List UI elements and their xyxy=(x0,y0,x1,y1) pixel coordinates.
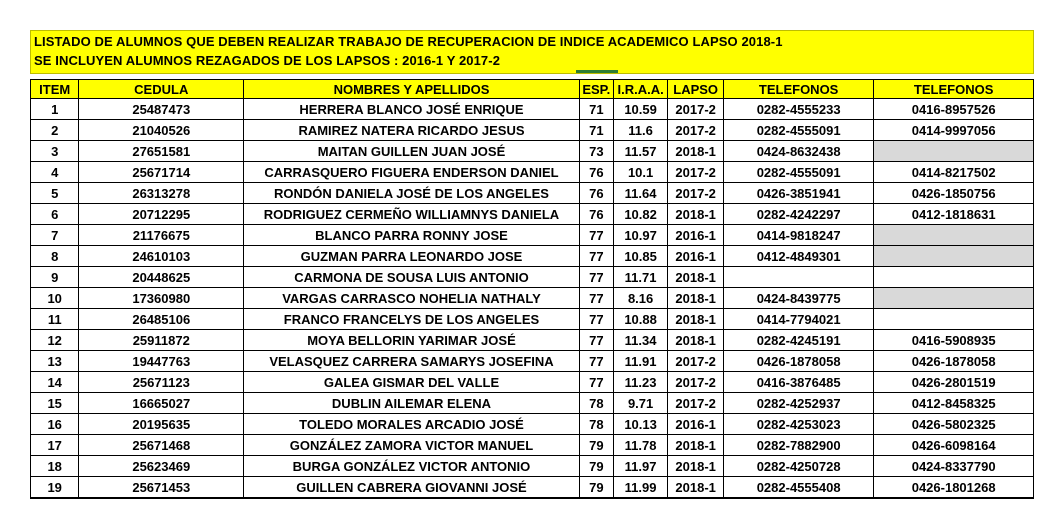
table-row xyxy=(31,120,1034,141)
cell-item[interactable]: 6 xyxy=(31,204,79,225)
cell-telefono-1[interactable]: 0424-8632438 xyxy=(723,141,873,162)
cell-iraa[interactable]: 11.57 xyxy=(613,141,668,162)
cell-item[interactable]: 16 xyxy=(31,414,79,435)
cell-telefono-1[interactable]: 0282-4253023 xyxy=(723,414,873,435)
cell-lapso[interactable]: 2018-1 xyxy=(668,330,724,351)
cell-esp[interactable]: 71 xyxy=(579,120,613,141)
cell-esp[interactable]: 73 xyxy=(579,141,613,162)
cell-item[interactable]: 9 xyxy=(31,267,79,288)
cell-cedula[interactable]: 25671123 xyxy=(79,372,244,393)
cell-esp[interactable]: 79 xyxy=(579,435,613,456)
cell-telefono-2[interactable]: 0426-1801268 xyxy=(874,477,1034,499)
title-line-2: SE INCLUYEN ALUMNOS REZAGADOS DE LOS LAPSOS : 2016-1 Y 2017-2 xyxy=(34,53,501,68)
cell-telefono-1[interactable]: 0282-4252937 xyxy=(723,393,873,414)
cell-iraa[interactable]: 11.97 xyxy=(613,456,668,477)
cell-cedula[interactable]: 16665027 xyxy=(79,393,244,414)
col-header-item: ITEM xyxy=(31,80,79,99)
cell-esp[interactable]: 77 xyxy=(579,246,613,267)
cell-item[interactable]: 13 xyxy=(31,351,79,372)
cell-item[interactable]: 7 xyxy=(31,225,79,246)
cell-cedula[interactable]: 20195635 xyxy=(79,414,244,435)
cell-nombre[interactable]: FRANCO FRANCELYS DE LOS ANGELES xyxy=(244,309,580,330)
cell-iraa[interactable]: 11.34 xyxy=(613,330,668,351)
cell-nombre[interactable]: BLANCO PARRA RONNY JOSE xyxy=(244,225,580,246)
table-row xyxy=(31,141,1034,162)
cell-telefono-1[interactable]: 0282-4555408 xyxy=(723,477,873,499)
cell-lapso[interactable]: 2017-2 xyxy=(668,393,724,414)
cell-cedula[interactable]: 25671468 xyxy=(79,435,244,456)
cell-telefono-1[interactable]: 0424-8439775 xyxy=(723,288,873,309)
cell-nombre[interactable]: GALEA GISMAR DEL VALLE xyxy=(244,372,580,393)
cell-telefono-1[interactable]: 0282-4555091 xyxy=(723,120,873,141)
cell-iraa[interactable]: 11.64 xyxy=(613,183,668,204)
cell-telefono-2[interactable] xyxy=(874,141,1034,162)
table-row xyxy=(31,393,1034,414)
cell-telefono-2[interactable] xyxy=(874,288,1034,309)
cell-item[interactable]: 12 xyxy=(31,330,79,351)
table-row xyxy=(31,456,1034,477)
cell-iraa[interactable]: 10.97 xyxy=(613,225,668,246)
cell-iraa[interactable]: 10.1 xyxy=(613,162,668,183)
cell-item[interactable]: 18 xyxy=(31,456,79,477)
cell-nombre[interactable]: BURGA GONZÁLEZ VICTOR ANTONIO xyxy=(244,456,580,477)
table-row xyxy=(31,246,1034,267)
cell-cedula[interactable]: 20448625 xyxy=(79,267,244,288)
cell-telefono-2[interactable]: 0426-1878058 xyxy=(874,351,1034,372)
cell-telefono-1[interactable]: 0412-4849301 xyxy=(723,246,873,267)
cell-nombre[interactable]: DUBLIN AILEMAR ELENA xyxy=(244,393,580,414)
cell-esp[interactable]: 76 xyxy=(579,183,613,204)
col-header-iraa: I.R.A.A. xyxy=(613,80,668,99)
cell-telefono-2[interactable]: 0416-8957526 xyxy=(874,99,1034,120)
cell-lapso[interactable]: 2018-1 xyxy=(668,267,724,288)
cell-cedula[interactable]: 25671714 xyxy=(79,162,244,183)
cell-esp[interactable]: 78 xyxy=(579,393,613,414)
cell-telefono-1[interactable] xyxy=(723,267,873,288)
cell-iraa[interactable]: 11.99 xyxy=(613,477,668,499)
cell-cedula[interactable]: 24610103 xyxy=(79,246,244,267)
cell-telefono-2[interactable] xyxy=(874,225,1034,246)
table-row xyxy=(31,204,1034,225)
col-header-telefonos-1: TELEFONOS xyxy=(723,80,873,99)
cell-telefono-2[interactable]: 0416-5908935 xyxy=(874,330,1034,351)
cell-item[interactable]: 14 xyxy=(31,372,79,393)
table-row xyxy=(31,267,1034,288)
cell-lapso[interactable]: 2016-1 xyxy=(668,246,724,267)
table-row xyxy=(31,372,1034,393)
cell-iraa[interactable]: 10.82 xyxy=(613,204,668,225)
cell-lapso[interactable]: 2017-2 xyxy=(668,162,724,183)
cell-iraa[interactable]: 8.16 xyxy=(613,288,668,309)
cell-cedula[interactable]: 25911872 xyxy=(79,330,244,351)
cell-cedula[interactable]: 25623469 xyxy=(79,456,244,477)
cell-iraa[interactable]: 11.71 xyxy=(613,267,668,288)
cell-nombre[interactable]: RONDÓN DANIELA JOSÉ DE LOS ANGELES xyxy=(244,183,580,204)
cell-cedula[interactable]: 25487473 xyxy=(79,99,244,120)
cell-item[interactable]: 19 xyxy=(31,477,79,499)
cell-cedula[interactable]: 27651581 xyxy=(79,141,244,162)
cell-telefono-1[interactable]: 0414-9818247 xyxy=(723,225,873,246)
cell-esp[interactable]: 78 xyxy=(579,414,613,435)
cell-telefono-2[interactable] xyxy=(874,309,1034,330)
cell-selection-marker xyxy=(576,70,618,73)
cell-nombre[interactable]: CARRASQUERO FIGUERA ENDERSON DANIEL xyxy=(244,162,580,183)
cell-esp[interactable]: 77 xyxy=(579,330,613,351)
cell-item[interactable]: 11 xyxy=(31,309,79,330)
cell-iraa[interactable]: 11.23 xyxy=(613,372,668,393)
table-row xyxy=(31,435,1034,456)
cell-cedula[interactable]: 21176675 xyxy=(79,225,244,246)
cell-iraa[interactable]: 11.91 xyxy=(613,351,668,372)
cell-telefono-2[interactable] xyxy=(874,267,1034,288)
cell-iraa[interactable]: 10.85 xyxy=(613,246,668,267)
cell-lapso[interactable]: 2016-1 xyxy=(668,225,724,246)
cell-iraa[interactable]: 11.6 xyxy=(613,120,668,141)
cell-telefono-2[interactable]: 0426-1850756 xyxy=(874,183,1034,204)
cell-nombre[interactable]: MOYA BELLORIN YARIMAR JOSÉ xyxy=(244,330,580,351)
cell-esp[interactable]: 79 xyxy=(579,477,613,499)
col-header-cedula: CEDULA xyxy=(79,80,244,99)
cell-telefono-2[interactable]: 0414-9997056 xyxy=(874,120,1034,141)
cell-lapso[interactable]: 2017-2 xyxy=(668,99,724,120)
cell-telefono-2[interactable]: 0412-1818631 xyxy=(874,204,1034,225)
cell-telefono-1[interactable]: 0426-1878058 xyxy=(723,351,873,372)
table-body xyxy=(31,99,1034,499)
cell-telefono-1[interactable]: 0426-3851941 xyxy=(723,183,873,204)
cell-telefono-1[interactable]: 0416-3876485 xyxy=(723,372,873,393)
cell-nombre[interactable]: TOLEDO MORALES ARCADIO JOSÉ xyxy=(244,414,580,435)
cell-telefono-1[interactable]: 0282-4555233 xyxy=(723,99,873,120)
col-header-telefonos-2: TELEFONOS xyxy=(874,80,1034,99)
cell-item[interactable]: 17 xyxy=(31,435,79,456)
table-row xyxy=(31,183,1034,204)
cell-lapso[interactable]: 2017-2 xyxy=(668,183,724,204)
cell-item[interactable]: 4 xyxy=(31,162,79,183)
cell-lapso[interactable]: 2018-1 xyxy=(668,477,724,499)
cell-esp[interactable]: 76 xyxy=(579,162,613,183)
cell-telefono-2[interactable]: 0412-8458325 xyxy=(874,393,1034,414)
cell-item[interactable]: 5 xyxy=(31,183,79,204)
col-header-nombres: NOMBRES Y APELLIDOS xyxy=(244,80,580,99)
cell-lapso[interactable]: 2018-1 xyxy=(668,288,724,309)
table-row xyxy=(31,477,1034,499)
cell-cedula[interactable]: 19447763 xyxy=(79,351,244,372)
cell-telefono-2[interactable]: 0426-5802325 xyxy=(874,414,1034,435)
cell-esp[interactable]: 76 xyxy=(579,204,613,225)
cell-item[interactable]: 15 xyxy=(31,393,79,414)
table-row xyxy=(31,225,1034,246)
cell-esp[interactable]: 77 xyxy=(579,225,613,246)
cell-telefono-2[interactable] xyxy=(874,246,1034,267)
cell-esp[interactable]: 77 xyxy=(579,288,613,309)
students-table xyxy=(30,79,1034,499)
cell-esp[interactable]: 71 xyxy=(579,99,613,120)
col-header-esp: ESP. xyxy=(579,80,613,99)
cell-esp[interactable]: 77 xyxy=(579,309,613,330)
table-row xyxy=(31,309,1034,330)
title-box xyxy=(30,30,1034,74)
cell-telefono-2[interactable]: 0426-2801519 xyxy=(874,372,1034,393)
cell-lapso[interactable]: 2018-1 xyxy=(668,309,724,330)
cell-telefono-1[interactable]: 0282-4242297 xyxy=(723,204,873,225)
cell-lapso[interactable]: 2018-1 xyxy=(668,141,724,162)
title-line-1: LISTADO DE ALUMNOS QUE DEBEN REALIZAR TRABAJO DE RECUPERACION DE INDICE ACADEMICO LAPSO 2018-1 xyxy=(34,34,783,49)
cell-lapso[interactable]: 2016-1 xyxy=(668,414,724,435)
cell-lapso[interactable]: 2017-2 xyxy=(668,351,724,372)
table-header-row xyxy=(31,80,1034,99)
cell-telefono-2[interactable]: 0426-6098164 xyxy=(874,435,1034,456)
cell-telefono-2[interactable]: 0424-8337790 xyxy=(874,456,1034,477)
cell-iraa[interactable]: 10.13 xyxy=(613,414,668,435)
cell-lapso[interactable]: 2017-2 xyxy=(668,372,724,393)
cell-item[interactable]: 1 xyxy=(31,99,79,120)
cell-cedula[interactable]: 17360980 xyxy=(79,288,244,309)
cell-esp[interactable]: 77 xyxy=(579,351,613,372)
cell-telefono-1[interactable]: 0282-4250728 xyxy=(723,456,873,477)
cell-iraa[interactable]: 10.59 xyxy=(613,99,668,120)
cell-lapso[interactable]: 2018-1 xyxy=(668,204,724,225)
cell-telefono-2[interactable]: 0414-8217502 xyxy=(874,162,1034,183)
cell-iraa[interactable]: 9.71 xyxy=(613,393,668,414)
cell-cedula[interactable]: 20712295 xyxy=(79,204,244,225)
cell-cedula[interactable]: 25671453 xyxy=(79,477,244,499)
table-row xyxy=(31,351,1034,372)
cell-nombre[interactable]: RODRIGUEZ CERMEÑO WILLIAMNYS DANIELA xyxy=(244,204,580,225)
cell-nombre[interactable]: GUILLEN CABRERA GIOVANNI JOSÉ xyxy=(244,477,580,499)
cell-telefono-1[interactable]: 0282-4245191 xyxy=(723,330,873,351)
cell-cedula[interactable]: 26313278 xyxy=(79,183,244,204)
cell-item[interactable]: 2 xyxy=(31,120,79,141)
table-row xyxy=(31,414,1034,435)
cell-esp[interactable]: 77 xyxy=(579,267,613,288)
cell-item[interactable]: 10 xyxy=(31,288,79,309)
cell-esp[interactable]: 79 xyxy=(579,456,613,477)
table-row xyxy=(31,288,1034,309)
cell-telefono-1[interactable]: 0414-7794021 xyxy=(723,309,873,330)
cell-nombre[interactable]: VELASQUEZ CARRERA SAMARYS JOSEFINA xyxy=(244,351,580,372)
cell-item[interactable]: 8 xyxy=(31,246,79,267)
cell-lapso[interactable]: 2018-1 xyxy=(668,456,724,477)
cell-nombre[interactable]: VARGAS CARRASCO NOHELIA NATHALY xyxy=(244,288,580,309)
cell-nombre[interactable]: MAITAN GUILLEN JUAN JOSÉ xyxy=(244,141,580,162)
cell-esp[interactable]: 77 xyxy=(579,372,613,393)
cell-item[interactable]: 3 xyxy=(31,141,79,162)
cell-telefono-1[interactable]: 0282-7882900 xyxy=(723,435,873,456)
cell-cedula[interactable]: 21040526 xyxy=(79,120,244,141)
cell-nombre[interactable]: RAMIREZ NATERA RICARDO JESUS xyxy=(244,120,580,141)
cell-telefono-1[interactable]: 0282-4555091 xyxy=(723,162,873,183)
cell-lapso[interactable]: 2018-1 xyxy=(668,435,724,456)
table-row xyxy=(31,162,1034,183)
cell-nombre[interactable]: GONZÁLEZ ZAMORA VICTOR MANUEL xyxy=(244,435,580,456)
cell-cedula[interactable]: 26485106 xyxy=(79,309,244,330)
cell-iraa[interactable]: 10.88 xyxy=(613,309,668,330)
cell-iraa[interactable]: 11.78 xyxy=(613,435,668,456)
cell-nombre[interactable]: HERRERA BLANCO JOSÉ ENRIQUE xyxy=(244,99,580,120)
table-row xyxy=(31,99,1034,120)
cell-lapso[interactable]: 2017-2 xyxy=(668,120,724,141)
cell-nombre[interactable]: CARMONA DE SOUSA LUIS ANTONIO xyxy=(244,267,580,288)
col-header-lapso: LAPSO xyxy=(668,80,724,99)
table-row xyxy=(31,330,1034,351)
cell-nombre[interactable]: GUZMAN PARRA LEONARDO JOSE xyxy=(244,246,580,267)
